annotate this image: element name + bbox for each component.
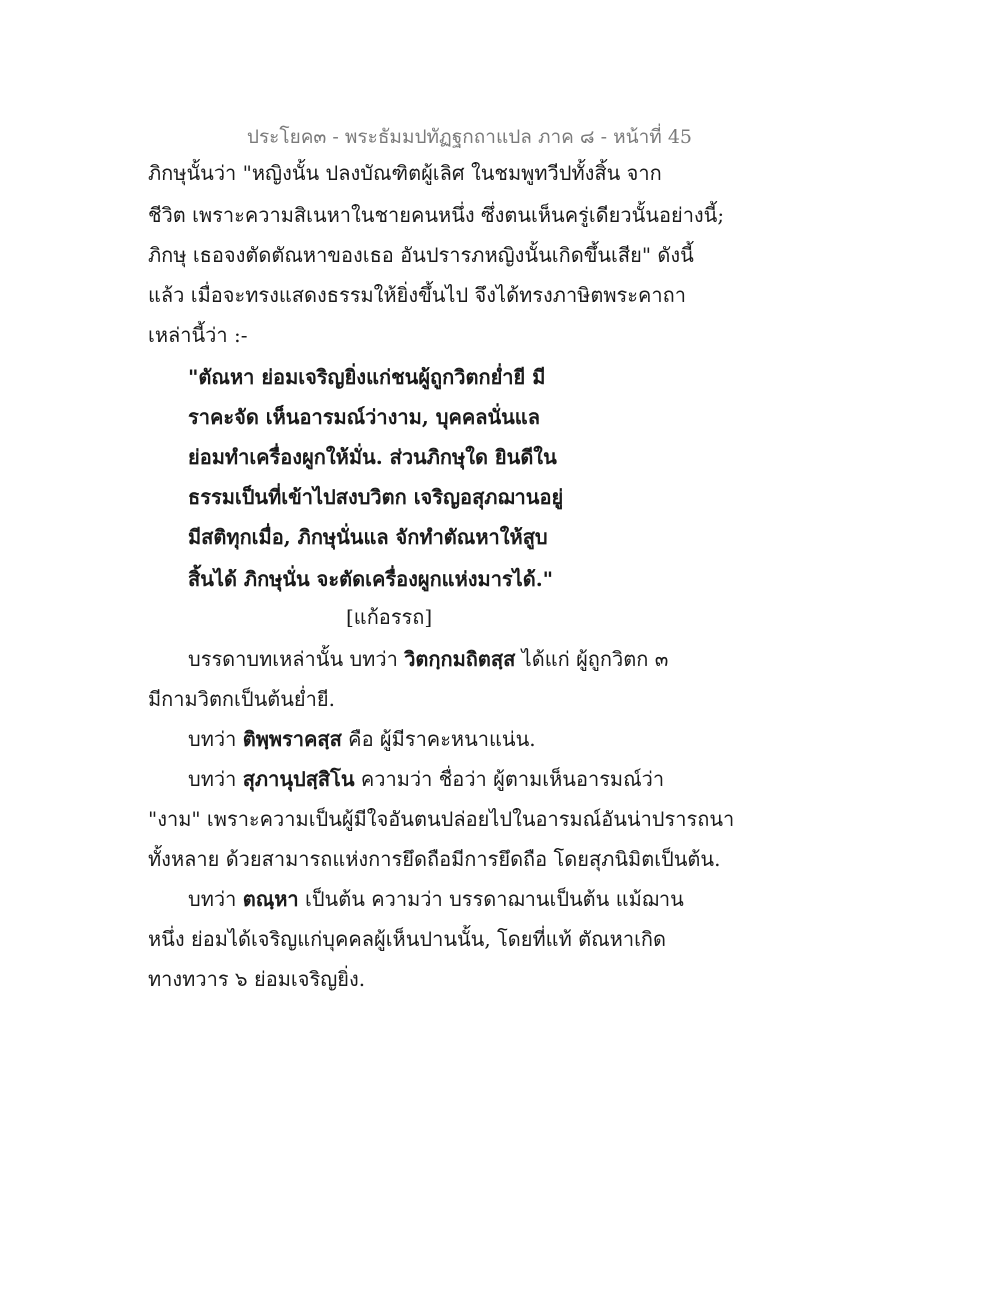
paragraph-line: มีกามวิตกเป็นต้นย่ำยี. [148,687,335,711]
text: ความว่า ชื่อว่า ผู้ตามเห็นอารมณ์ว่า [354,767,665,791]
paragraph-line [188,646,668,672]
paragraph-line [188,886,684,912]
paragraph-line: ทั้งหลาย ด้วยสามารถแห่งการยึดถือมีการยึดถือ โดยสุภนิมิตเป็นต้น. [148,847,721,871]
paragraph-line: ภิกษุ เธอจงตัดตัณหาของเธอ อันปรารภหญิงนั้นเกิดขึ้นเสีย" ดังนี้ [148,243,694,267]
paragraph-line: ชีวิต เพราะความสิเนหาในชายคนหนึ่ง ซึ่งตนเห็นครู่เดียวนั้นอย่างนี้; [148,203,725,227]
verse-line: "ตัณหา ย่อมเจริญยิ่งแก่ชนผู้ถูกวิตกย่ำยี มี [188,365,546,389]
paragraph-line: หนึ่ง ย่อมได้เจริญแก่บุคคลผู้เห็นปานนั้น, โดยที่แท้ ตัณหาเกิด [148,927,667,951]
paragraph-line: "งาม" เพราะความเป็นผู้มีใจอันตนปล่อยไปในอารมณ์อันน่าปรารถนา [148,807,735,831]
text: เป็นต้น ความว่า บรรดาฌานเป็นต้น แม้ฌาน [298,887,684,911]
pali-term: วิตกฺกมถิตสฺส [404,647,516,671]
text: บทว่า [188,767,243,791]
text: บทว่า [188,887,243,911]
pali-term: ติพฺพราคสฺส [242,727,342,751]
paragraph-line: ภิกษุนั้นว่า "หญิงนั้น ปลงบัณฑิตผู้เลิศ ในชมพูทวีปทั้งสิ้น จาก [148,161,662,185]
pali-term: สุภานุปสฺสิโน [242,767,355,791]
paragraph-line: เหล่านี้ว่า :- [148,323,248,347]
text: คือ ผู้มีราคะหนาแน่น. [341,727,536,751]
verse-line: ธรรมเป็นที่เข้าไปสงบวิตก เจริญอสุภฌานอยู่ [188,485,564,509]
verse-line: ย่อมทำเครื่องผูกให้มั่น. ส่วนภิกษุใด ยินดีใน [188,445,557,469]
text: ได้แก่ ผู้ถูกวิตก ๓ [515,647,669,671]
pali-term: ตณฺหา [242,887,299,911]
paragraph-line: ทางทวาร ๖ ย่อมเจริญยิ่ง. [148,967,366,991]
text: บทว่า [188,727,243,751]
verse-line: สิ้นได้ ภิกษุนั่น จะตัดเครื่องผูกแห่งมารได้." [188,567,554,591]
text: บรรดาบทเหล่านั้น บทว่า [188,647,405,671]
paragraph-line: แล้ว เมื่อจะทรงแสดงธรรมให้ยิ่งขึ้นไป จึงได้ทรงภาษิตพระคาถา [148,283,686,307]
verse-line: ราคะจัด เห็นอารมณ์ว่างาม, บุคคลนั่นแล [188,405,540,429]
paragraph-line [188,766,664,792]
section-label: [แก้อรรถ] [346,605,433,629]
paragraph-line [188,726,536,752]
page-header: ประโยค๓ - พระธัมมปทัฏฐกถาแปล ภาค ๘ - หน้าที่ 45 [246,126,692,148]
verse-line: มีสติทุกเมื่อ, ภิกษุนั่นแล จักทำตัณหาให้สูบ [188,525,548,549]
